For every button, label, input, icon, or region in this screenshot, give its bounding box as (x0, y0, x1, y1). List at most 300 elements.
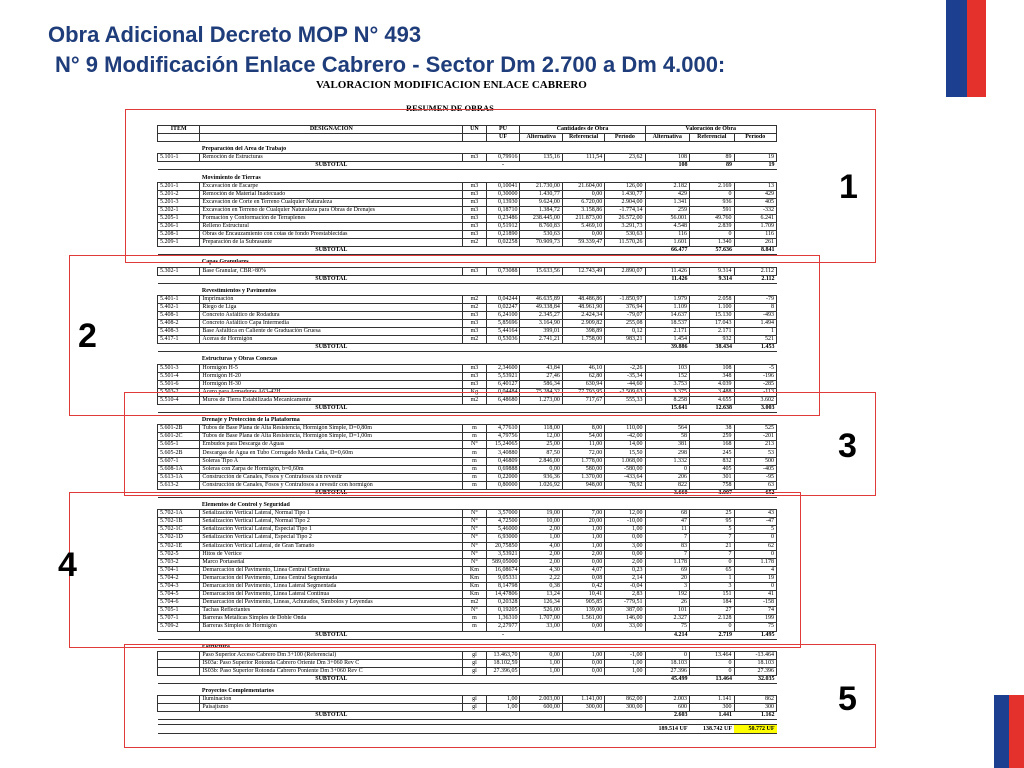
subtotal-referencial: 13.464 (690, 676, 735, 684)
table-cell: 7 (645, 534, 690, 542)
table-cell: 4,77610 (486, 425, 520, 433)
table-cell: N° (463, 510, 486, 518)
table-cell: 832 (690, 457, 735, 465)
table-cell: m3 (463, 372, 486, 380)
table-cell: 65 (690, 566, 735, 574)
table-cell: 101 (645, 607, 690, 615)
table-cell: 500 (734, 457, 776, 465)
table-cell: 0 (690, 231, 735, 239)
table-cell: 2.182 (645, 182, 690, 190)
table-cell: 27.396,05 (486, 667, 520, 675)
table-cell: N° (463, 441, 486, 449)
table-cell: 4,07 (562, 566, 604, 574)
table-cell: 116 (645, 231, 690, 239)
flag-top-right (946, 0, 986, 97)
col-val-periodo: Período (734, 134, 776, 142)
table-cell: 5.607-1 (158, 457, 200, 465)
table-cell: N° (463, 526, 486, 534)
table-cell: 20,00 (562, 518, 604, 526)
table-cell: 589,05000 (486, 558, 520, 566)
table-cell: -580,00 (605, 465, 645, 473)
table-cell: 11,00 (562, 441, 604, 449)
table-cell: 8.760,83 (520, 223, 562, 231)
col-cantidades: Cantidades de Obra (520, 126, 645, 134)
table-cell: 0 (734, 534, 776, 542)
table-cell: m3 (463, 231, 486, 239)
table-cell: 68 (645, 510, 690, 518)
table-cell: gl (463, 659, 486, 667)
subtotal-periodo: 1.495 (734, 631, 776, 639)
table-cell: 4.655 (690, 396, 735, 404)
table-cell: 0,04244 (486, 295, 520, 303)
table-cell: -433,64 (605, 473, 645, 481)
table-cell: 2.128 (690, 615, 735, 623)
section-name: Estructuras y Obras Conexas (201, 356, 278, 363)
table-cell: Aceras de Hormigón (200, 336, 463, 344)
table-cell: 16,08674 (486, 566, 520, 574)
table-cell: 0 (734, 550, 776, 558)
table-cell: 15.130 (690, 311, 735, 319)
subtotal-referencial: 1.441 (690, 712, 735, 720)
table-cell: 555,33 (605, 396, 645, 404)
subtotal-label: SUBTOTAL (200, 676, 463, 684)
table-cell: 56.001 (645, 214, 690, 222)
table-cell: 8,00 (562, 425, 604, 433)
table-cell: 1,00 (562, 534, 604, 542)
table-cell: 0,80000 (486, 481, 520, 489)
table-cell: 758 (690, 481, 735, 489)
table-cell: 381 (645, 441, 690, 449)
table-cell: 0 (734, 582, 776, 590)
table-cell: 530,63 (520, 231, 562, 239)
table-cell: 5.702-5 (158, 550, 200, 558)
table-cell: 1,00 (486, 696, 520, 704)
table-cell: 2.424,34 (562, 311, 604, 319)
table-cell: m3 (463, 206, 486, 214)
table-cell: m (463, 465, 486, 473)
table-cell: 5,46000 (486, 526, 520, 534)
table-cell: 5.501-6 (158, 380, 200, 388)
table-cell: 3,53921 (486, 550, 520, 558)
table-cell: 301 (690, 473, 735, 481)
table-cell: 33,00 (520, 623, 562, 631)
table-cell: 0 (645, 465, 690, 473)
table-cell: 54,00 (562, 433, 604, 441)
table-cell: m2 (463, 295, 486, 303)
table-cell: -113 (734, 388, 776, 396)
table-cell: 0,51912 (486, 223, 520, 231)
table-cell: 1,00 (605, 667, 645, 675)
table-cell: 211.873,00 (562, 214, 604, 222)
table-cell: m3 (463, 154, 486, 162)
table-cell: 5.201-1 (158, 182, 200, 190)
table-cell: Concreto Asfáltico Capa Intermedia (200, 320, 463, 328)
table-cell: 49.760 (690, 214, 735, 222)
table-cell: 1.341 (645, 198, 690, 206)
col-val-referencial: Referencial (690, 134, 735, 142)
table-cell: 75 (734, 623, 776, 631)
table-cell: -0,04 (605, 582, 645, 590)
table-cell: 5.510-4 (158, 396, 200, 404)
table-cell: 0,19205 (486, 607, 520, 615)
table-cell: 2.171 (690, 328, 735, 336)
table-cell: 399,01 (520, 328, 562, 336)
table-cell: 8,14798 (486, 582, 520, 590)
subtotal-periodo: 652 (734, 489, 776, 497)
table-cell: 2.169 (690, 182, 735, 190)
table-cell: 5.703-2 (158, 558, 200, 566)
col-designacion: DESIGNACION (200, 126, 463, 134)
table-cell: 0,23 (605, 566, 645, 574)
table-cell: 387,00 (605, 607, 645, 615)
table-cell: m2 (463, 336, 486, 344)
table-cell: 2,00 (520, 526, 562, 534)
table-cell: 4.039 (690, 380, 735, 388)
table-cell: 255,08 (605, 320, 645, 328)
table-cell: 41 (734, 591, 776, 599)
table-cell: 38 (690, 425, 735, 433)
table-cell: 7 (645, 550, 690, 558)
table-cell: 862 (734, 696, 776, 704)
table-cell: 206 (645, 473, 690, 481)
table-cell: m (463, 457, 486, 465)
table-cell: 72,00 (562, 449, 604, 457)
subtotal-alternativa: 39.886 (645, 344, 690, 352)
table-cell: 33,00 (605, 623, 645, 631)
table-cell: Km (463, 566, 486, 574)
table-cell: 48.961,90 (562, 303, 604, 311)
table-cell: 47 (645, 518, 690, 526)
table-cell: 300,00 (605, 704, 645, 712)
table-cell: 0,08 (562, 574, 604, 582)
table-cell: 932 (690, 336, 735, 344)
table-cell: 300 (734, 704, 776, 712)
table-cell: 1.454 (645, 336, 690, 344)
table-cell: 717,67 (562, 396, 604, 404)
table-cell: 13.463,70 (486, 651, 520, 659)
table-cell: 17.043 (690, 320, 735, 328)
table-cell: 20,75850 (486, 542, 520, 550)
table-cell: m (463, 433, 486, 441)
table-cell: 21 (690, 542, 735, 550)
table-cell: m3 (463, 267, 486, 275)
table-cell: 69 (645, 566, 690, 574)
table-cell: 48.486,86 (562, 295, 604, 303)
table-cell: 298 (645, 449, 690, 457)
table-cell: 2,14 (605, 574, 645, 582)
table-cell: 5.205-1 (158, 214, 200, 222)
table-cell: -158 (734, 599, 776, 607)
table-cell: 0,00 (520, 465, 562, 473)
table-cell: 0,00 (562, 667, 604, 675)
table-cell: -13.464 (734, 651, 776, 659)
table-cell: -2.509,63 (605, 388, 645, 396)
table-cell: -95 (734, 473, 776, 481)
table-cell: 2.003 (645, 696, 690, 704)
subtotal-label: SUBTOTAL (200, 344, 463, 352)
table-cell: m (463, 623, 486, 631)
table-cell: 110,00 (605, 425, 645, 433)
table-cell: 259 (690, 433, 735, 441)
table-cell: 1 (690, 574, 735, 582)
marker-5: 5 (838, 680, 857, 718)
table-cell: Obras de Encauzamiento con cotas de fondo Preestablecidas (200, 231, 463, 239)
table-cell: 0,10041 (486, 182, 520, 190)
table-cell: 70.909,73 (520, 239, 562, 247)
table-cell: 19 (734, 574, 776, 582)
table-cell: 108 (645, 154, 690, 162)
table-cell: 12.743,49 (562, 267, 604, 275)
table-cell: 151 (690, 591, 735, 599)
subtotal-dash: - (486, 489, 520, 497)
table-cell: Formación y Conformación de Terraplenes (200, 214, 463, 222)
table-cell: m3 (463, 182, 486, 190)
table-cell: 62,80 (562, 372, 604, 380)
table-cell: 1.384,72 (520, 206, 562, 214)
table-cell: -201 (734, 433, 776, 441)
table-cell: 26.572,00 (605, 214, 645, 222)
table-cell: Señalización Vertical Lateral, Normal Tipo 1 (200, 510, 463, 518)
table-cell: N° (463, 518, 486, 526)
table-cell: 6.720,00 (562, 198, 604, 206)
table-cell: 5,53921 (486, 372, 520, 380)
table-cell: m (463, 425, 486, 433)
table-cell: Tachas Reflectantes (200, 607, 463, 615)
table-cell: Tubos de Base Plana de Alta Resistencia, Hormigón Simple, D=0,80m (200, 425, 463, 433)
table-cell: 3 (690, 582, 735, 590)
table-cell: 591 (690, 206, 735, 214)
table-cell: Acero para Armaduras A63-42H (200, 388, 463, 396)
table-cell: 2.171 (645, 328, 690, 336)
subtotal-alternativa: 66.477 (645, 247, 690, 255)
table-cell: Excavación de Escarpe (200, 182, 463, 190)
table-cell: 0 (690, 623, 735, 631)
table-cell: 0 (690, 558, 735, 566)
table-cell: 2,83 (605, 591, 645, 599)
table-cell: 83 (645, 542, 690, 550)
subtotal-referencial: 57.636 (690, 247, 735, 255)
slide-title-line2: N° 9 Modificación Enlace Cabrero - Sector Dm 2.700 a Dm 4.000: (55, 52, 726, 77)
table-cell: 1,00 (605, 659, 645, 667)
table-cell: 10,41 (562, 591, 604, 599)
table-cell: 405 (690, 465, 735, 473)
table-cell: 21.604,00 (562, 182, 604, 190)
table-cell: 20 (645, 574, 690, 582)
table-cell: -493 (734, 311, 776, 319)
table-cell: Km (463, 591, 486, 599)
table-cell: m3 (463, 328, 486, 336)
table-cell: 2.909,82 (562, 320, 604, 328)
total-referencial-unit: UF (724, 725, 733, 732)
table-cell: 5.702-1D (158, 534, 200, 542)
table-cell: 0,00 (562, 623, 604, 631)
table-cell: 11 (645, 526, 690, 534)
table-cell: 5.208-1 (158, 231, 200, 239)
section-name: Drenaje y Protección de la Plataforma (201, 417, 300, 424)
table-cell: 0,42 (562, 582, 604, 590)
table-cell: m2 (463, 599, 486, 607)
table-cell: 3.602 (734, 396, 776, 404)
table-cell: Hormigón H-5 (200, 364, 463, 372)
table-cell: 14,47806 (486, 591, 520, 599)
table-cell: Base Granular, CBR>80% (200, 267, 463, 275)
table-cell: 13 (734, 182, 776, 190)
table-cell: 1.707,00 (520, 615, 562, 623)
table-cell: m3 (463, 380, 486, 388)
table-cell: 2.058 (690, 295, 735, 303)
table-cell: 564 (645, 425, 690, 433)
table-cell: 2.904,00 (605, 198, 645, 206)
table-cell: N° (463, 542, 486, 550)
table-cell: 2.890,07 (605, 267, 645, 275)
table-cell: 9.314 (690, 267, 735, 275)
subtotal-referencial: 12.638 (690, 405, 735, 413)
table-cell: 2.112 (734, 267, 776, 275)
subtotal-periodo: 32.035 (734, 676, 776, 684)
subtotal-periodo: 8.841 (734, 247, 776, 255)
table-cell: 75.284,32 (520, 388, 562, 396)
table-cell: Km (463, 574, 486, 582)
table-cell: 7 (690, 550, 735, 558)
table-cell: Demarcación del Pavimento, Línea Lateral Segmentada (200, 582, 463, 590)
table-cell: 0,12 (605, 328, 645, 336)
table-cell: 259 (645, 206, 690, 214)
table-cell: 0,02247 (486, 303, 520, 311)
total-alternativa-value: 189.514 (658, 725, 679, 732)
table-cell: 0,46809 (486, 457, 520, 465)
table-cell: 19 (734, 154, 776, 162)
table-cell: 10,00 (520, 518, 562, 526)
table-cell: 1,00 (486, 704, 520, 712)
table-cell: 0,73088 (486, 267, 520, 275)
table-cell: 1.068,00 (605, 457, 645, 465)
table-cell: 0,00 (605, 534, 645, 542)
table-cell: m (463, 615, 486, 623)
table-cell: 152 (645, 372, 690, 380)
table-cell: Remoción de Estructuras (200, 154, 463, 162)
table-cell: 49.338,84 (520, 303, 562, 311)
table-cell: 2,00 (520, 558, 562, 566)
table-cell: 5.601-2B (158, 425, 200, 433)
table-cell: 2,27977 (486, 623, 520, 631)
table-cell: 526,00 (520, 607, 562, 615)
table-cell: 126,00 (605, 182, 645, 190)
subtotal-alternativa: 3.660 (645, 489, 690, 497)
table-cell: Marco Portaseñal (200, 558, 463, 566)
table-cell: Hitos de Vértice (200, 550, 463, 558)
table-cell: 429 (734, 190, 776, 198)
section-name: Revestimientos y Pavimentos (201, 287, 277, 294)
table-cell: 184 (690, 599, 735, 607)
table-cell: 168 (690, 441, 735, 449)
table-cell: Preparación de la Subrasante (200, 239, 463, 247)
table-cell: m (463, 481, 486, 489)
table-cell: -1.774,14 (605, 206, 645, 214)
table-cell: Demarcación del Pavimento, Línea Central Continua (200, 566, 463, 574)
table-cell: 5 (690, 526, 735, 534)
marker-2: 2 (78, 317, 97, 355)
subtotal-periodo: 1.162 (734, 712, 776, 720)
table-cell: 0,69888 (486, 465, 520, 473)
table-cell: 108 (690, 364, 735, 372)
table-cell: 6,24100 (486, 311, 520, 319)
table-cell: 118,00 (520, 425, 562, 433)
table-cell: 46,10 (562, 364, 604, 372)
subtotal-referencial: 9.314 (690, 275, 735, 283)
table-cell: 521 (734, 336, 776, 344)
table-cell: IS03b: Paso Superior Rotonda Cabrero Poniente Dm 3+060 Rev C (200, 667, 463, 675)
table-cell: 3.488 (690, 388, 735, 396)
table-cell: N° (463, 550, 486, 558)
table-cell: 0,21890 (486, 231, 520, 239)
table-cell: 2.839 (690, 223, 735, 231)
table-cell: 5,85696 (486, 320, 520, 328)
summary-title: RESUMEN DE OBRAS (406, 103, 494, 113)
table-cell: m3 (463, 190, 486, 198)
table-cell: Riego de Liga (200, 303, 463, 311)
table-cell: 5.709-2 (158, 623, 200, 631)
table-cell: m3 (463, 198, 486, 206)
table-cell: 58 (645, 433, 690, 441)
table-cell: 62 (734, 542, 776, 550)
table-cell: 77.793,95 (562, 388, 604, 396)
table-cell: 0,38 (520, 582, 562, 590)
table-cell: 5.702-1B (158, 518, 200, 526)
table-cell: 3.753 (645, 380, 690, 388)
subtotal-referencial: 3.007 (690, 489, 735, 497)
table-cell: 2.846,00 (520, 457, 562, 465)
table-cell: 199 (734, 615, 776, 623)
table-cell: 5.608-1A (158, 465, 200, 473)
table-cell: m2 (463, 396, 486, 404)
table-cell: N° (463, 558, 486, 566)
table-cell: N° (463, 534, 486, 542)
table-cell: 5.402-1 (158, 303, 200, 311)
col-cant-referencial: Referencial (562, 134, 604, 142)
table-cell: Iluminacion (200, 696, 463, 704)
table-cell: 1.109 (645, 303, 690, 311)
table-cell: 7 (690, 534, 735, 542)
table-cell: Demarcación del Pavimento, Línea Lateral Continua (200, 591, 463, 599)
section-name: Preparación del Área de Trabajo (201, 146, 287, 153)
table-cell: Paisajismo (200, 704, 463, 712)
table-cell: 5.469,10 (562, 223, 604, 231)
table-cell: -79,07 (605, 311, 645, 319)
table-cell: 8 (734, 303, 776, 311)
table-cell: 5.702-1C (158, 526, 200, 534)
highlight-box-4 (69, 492, 801, 648)
table-cell: 2.327 (645, 615, 690, 623)
table-cell: 26 (645, 599, 690, 607)
table-cell: 4,72500 (486, 518, 520, 526)
table-cell: 126,34 (520, 599, 562, 607)
table-cell: -1,00 (605, 651, 645, 659)
table-cell: 3,40880 (486, 449, 520, 457)
table-cell: 2,00 (520, 550, 562, 558)
highlight-box-3 (124, 392, 876, 496)
subtotal-alternativa: 15.641 (645, 405, 690, 413)
table-cell: 0,53036 (486, 336, 520, 344)
table-cell: 5.408-1 (158, 311, 200, 319)
table-cell: 8.258 (645, 396, 690, 404)
table-cell: 0 (690, 659, 735, 667)
table-cell: 1.494 (734, 320, 776, 328)
table-cell: gl (463, 696, 486, 704)
table-cell: 5.705-1 (158, 607, 200, 615)
table-cell: 1,00 (562, 651, 604, 659)
table-cell: 1,36310 (486, 615, 520, 623)
table-cell: Demarcación del Pavimento, Líneas, Achurados, Símbolos y Leyendas (200, 599, 463, 607)
